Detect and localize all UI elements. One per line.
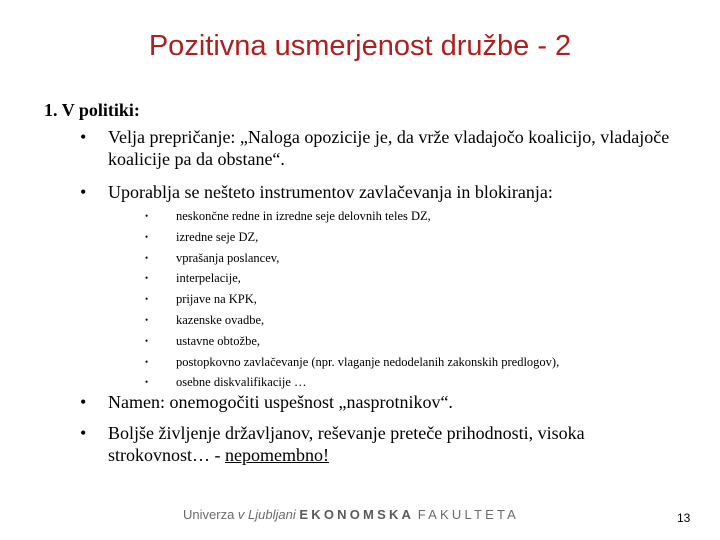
footer-prefix: Univerza [183, 507, 235, 522]
bullet-icon: • [145, 211, 149, 221]
sub-bullet-text: osebne diskvalifikacije … [176, 375, 307, 390]
bullet-icon: • [145, 314, 149, 325]
sub-bullet-text: interpelacije, [176, 271, 241, 286]
bullet-item [80, 391, 680, 413]
sub-bullet-text: postopkovno zavlačevanje (npr. vlaganje nedodelanih zakonskih predlogov), [176, 354, 560, 369]
sub-bullet-item [145, 352, 665, 373]
bullet-text: Uporablja se nešteto instrumentov zavlačevanja in blokiranja: [108, 182, 553, 202]
bullet-icon: • [80, 423, 87, 443]
bullet-text-main: Boljše življenje državljanov, reševanje preteče prihodnosti, visoka strokovnost… - [108, 423, 585, 465]
bullet-icon: • [145, 231, 149, 242]
sub-bullet-item [145, 331, 665, 352]
sub-bullet-text: neskončne redne in izredne seje delovnih teles DZ, [176, 209, 431, 223]
section-number: 1. [44, 100, 58, 120]
bullet-icon: • [145, 356, 149, 367]
section-heading [44, 100, 140, 121]
bullet-text [108, 422, 680, 466]
bullet-icon: • [145, 335, 149, 346]
bullet-icon: • [80, 392, 87, 412]
bullet-icon: • [145, 377, 149, 388]
sub-bullet-text: prijave na KPK, [176, 292, 257, 307]
footer-institution [183, 507, 519, 522]
bullet-text: Namen: onemogočiti uspešnost „nasprotnikov“. [108, 392, 453, 412]
sub-bullet-item [145, 289, 665, 310]
sub-bullet-text: izredne seje DZ, [176, 229, 259, 244]
bullet-icon: • [145, 273, 149, 284]
sub-bullet-text: vprašanja poslancev, [176, 250, 280, 265]
bullet-text: Velja prepričanje: „Naloga opozicije je, da vrže vladajočo koalicijo, vladajoče koalicije pa da obstane“. [108, 127, 670, 169]
bullet-icon: • [80, 182, 87, 202]
bullet-item [80, 181, 680, 203]
sub-bullet-item [145, 248, 665, 269]
footer-bold: EKONOMSKA [299, 507, 415, 522]
sub-bullet-item [145, 310, 665, 331]
page-number: 13 [677, 511, 691, 525]
bullet-text-emphasis: nepomembno! [225, 445, 329, 465]
sub-bullet-item [145, 206, 665, 227]
bullet-icon: • [80, 127, 87, 147]
footer-suffix: FAKULTETA [417, 507, 520, 522]
sub-bullet-item [145, 268, 665, 289]
bullet-item [80, 126, 680, 170]
sub-bullet-text: kazenske ovadbe, [176, 312, 265, 327]
sub-bullet-item [145, 227, 665, 248]
slide-title: Pozitivna usmerjenost družbe - 2 [148, 30, 572, 62]
bullet-item [80, 422, 680, 466]
section-label: V politiki: [61, 100, 140, 120]
bullet-icon: • [145, 252, 149, 263]
bullet-icon: • [145, 294, 149, 305]
sub-bullet-text: ustavne obtožbe, [176, 333, 261, 348]
sub-bullet-list [145, 206, 665, 393]
footer-italic: v Ljubljani [237, 507, 296, 522]
